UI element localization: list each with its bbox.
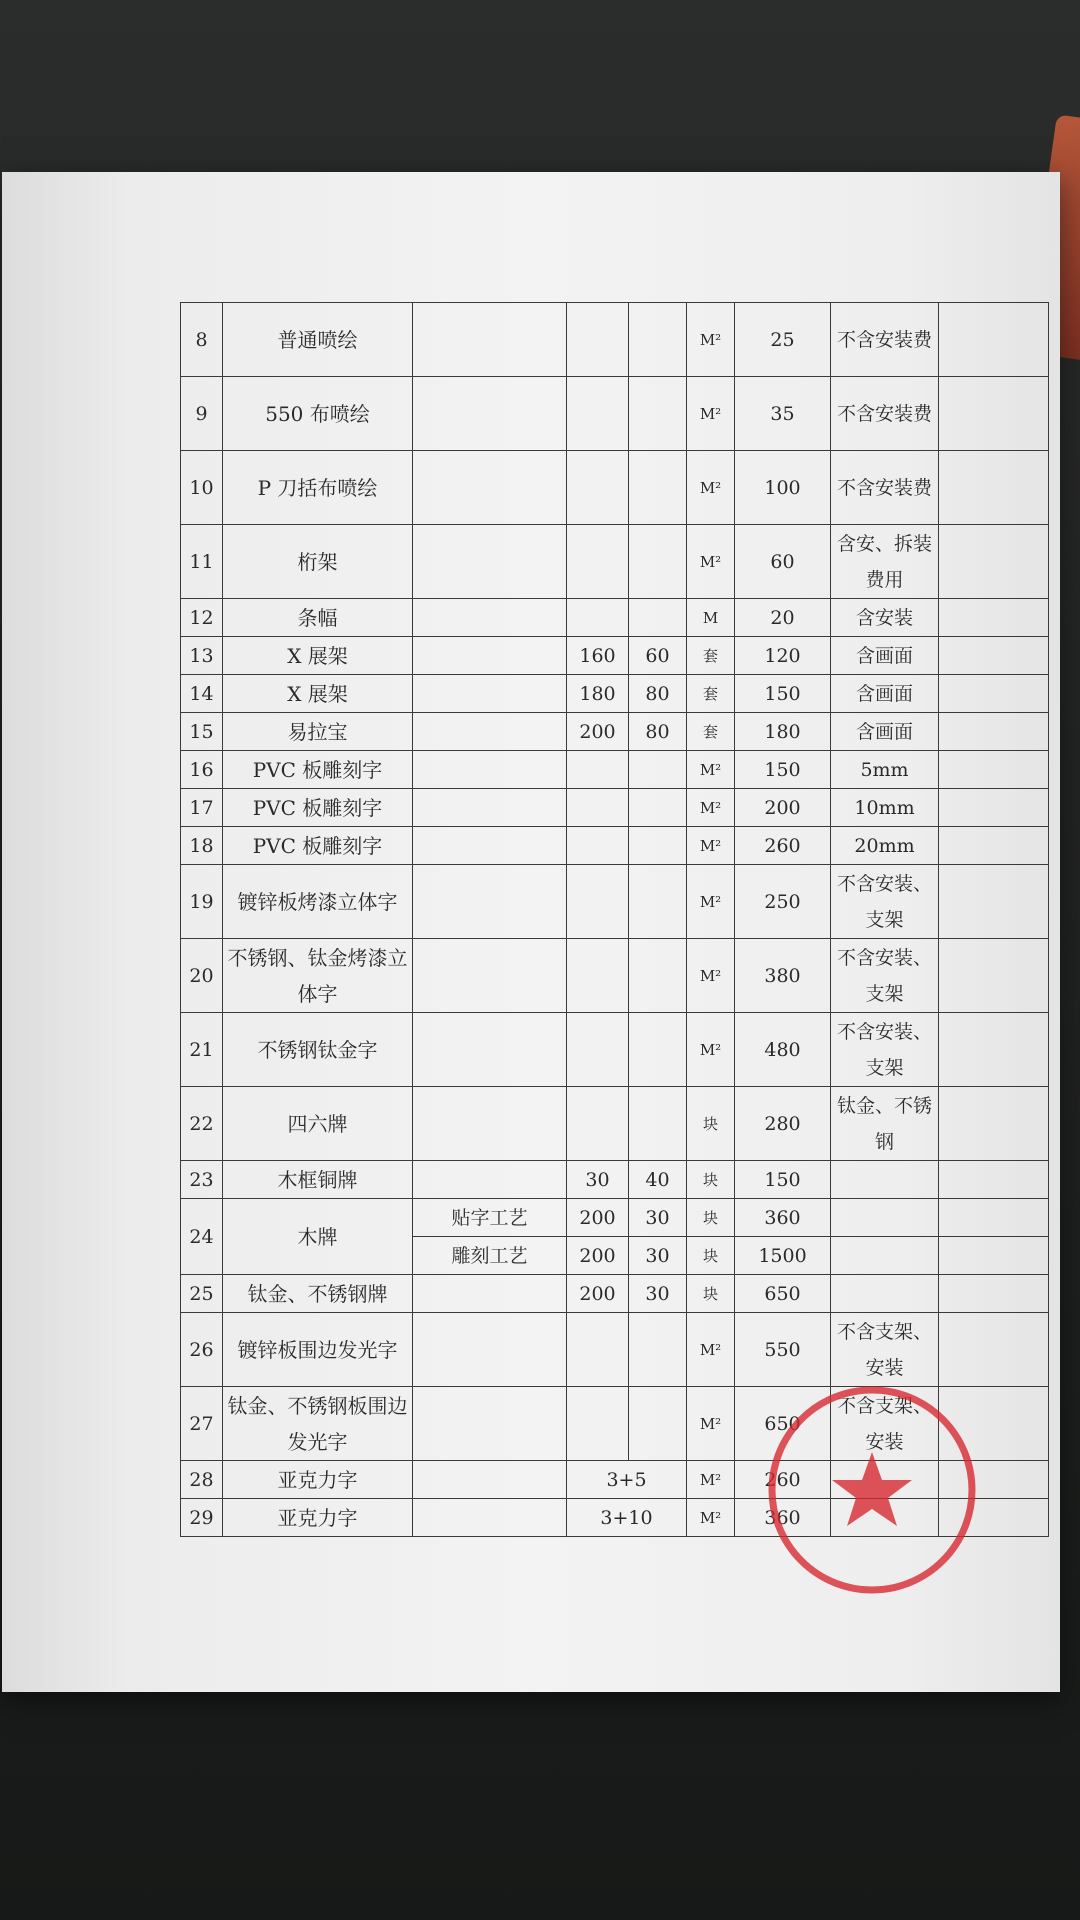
item-name: 镀锌板围边发光字 — [223, 1313, 413, 1387]
table-row — [181, 751, 1049, 789]
row-number: 8 — [181, 303, 223, 377]
item-name: X 展架 — [223, 637, 413, 675]
item-name: PVC 板雕刻字 — [223, 827, 413, 865]
item-price: 650 — [735, 1387, 831, 1461]
item-unit: 块 — [687, 1161, 735, 1199]
item-price: 150 — [735, 675, 831, 713]
item-remark: 不含安装、支架 — [831, 865, 939, 939]
item-remark: 含画面 — [831, 713, 939, 751]
table-row — [181, 303, 1049, 377]
item-subtype: 贴字工艺 — [413, 1199, 567, 1237]
item-remark: 含安装 — [831, 599, 939, 637]
item-width — [567, 827, 629, 865]
item-height — [629, 865, 687, 939]
item-price: 150 — [735, 1161, 831, 1199]
item-price: 20 — [735, 599, 831, 637]
row-number: 9 — [181, 377, 223, 451]
item-subtype — [413, 789, 567, 827]
row-number: 15 — [181, 713, 223, 751]
item-height: 80 — [629, 675, 687, 713]
price-table — [180, 302, 1049, 1537]
item-subtype — [413, 637, 567, 675]
item-remark: 10mm — [831, 789, 939, 827]
item-width: 200 — [567, 1199, 629, 1237]
item-extra — [939, 1199, 1049, 1237]
item-remark: 含画面 — [831, 675, 939, 713]
item-width: 200 — [567, 1237, 629, 1275]
item-unit: M² — [687, 1461, 735, 1499]
item-subtype — [413, 1161, 567, 1199]
row-number: 26 — [181, 1313, 223, 1387]
row-number: 22 — [181, 1087, 223, 1161]
item-remark: 不含支架、安装 — [831, 1313, 939, 1387]
item-remark: 不含安装费 — [831, 303, 939, 377]
item-height — [629, 599, 687, 637]
item-extra — [939, 1237, 1049, 1275]
table-row — [181, 827, 1049, 865]
item-width — [567, 1087, 629, 1161]
row-number: 19 — [181, 865, 223, 939]
table-row — [181, 789, 1049, 827]
item-price: 650 — [735, 1275, 831, 1313]
item-subtype — [413, 303, 567, 377]
item-name: 不锈钢钛金字 — [223, 1013, 413, 1087]
item-unit: M² — [687, 1499, 735, 1537]
item-height: 30 — [629, 1237, 687, 1275]
table-row — [181, 675, 1049, 713]
item-extra — [939, 713, 1049, 751]
item-height: 30 — [629, 1275, 687, 1313]
item-height — [629, 789, 687, 827]
row-number: 24 — [181, 1199, 223, 1275]
item-subtype — [413, 713, 567, 751]
table-row — [181, 1199, 1049, 1237]
item-unit: 块 — [687, 1087, 735, 1161]
item-height — [629, 827, 687, 865]
item-subtype — [413, 865, 567, 939]
item-unit: M² — [687, 789, 735, 827]
table-row — [181, 1087, 1049, 1161]
item-subtype — [413, 827, 567, 865]
item-subtype — [413, 599, 567, 637]
item-remark — [831, 1275, 939, 1313]
item-width — [567, 751, 629, 789]
item-height: 60 — [629, 637, 687, 675]
item-name: 钛金、不锈钢牌 — [223, 1275, 413, 1313]
item-remark: 不含安装、支架 — [831, 1013, 939, 1087]
item-name: P 刀括布喷绘 — [223, 451, 413, 525]
item-extra — [939, 303, 1049, 377]
item-price: 360 — [735, 1499, 831, 1537]
row-number: 13 — [181, 637, 223, 675]
item-price: 25 — [735, 303, 831, 377]
item-spec: 3+5 — [567, 1461, 687, 1499]
item-price: 100 — [735, 451, 831, 525]
item-extra — [939, 827, 1049, 865]
item-subtype — [413, 525, 567, 599]
row-number: 27 — [181, 1387, 223, 1461]
item-remark: 不含安装费 — [831, 451, 939, 525]
item-unit: M² — [687, 1313, 735, 1387]
item-extra — [939, 1013, 1049, 1087]
table-row — [181, 377, 1049, 451]
item-subtype — [413, 1275, 567, 1313]
item-name: 不锈钢、钛金烤漆立体字 — [223, 939, 413, 1013]
row-number: 12 — [181, 599, 223, 637]
item-subtype: 雕刻工艺 — [413, 1237, 567, 1275]
item-name: 桁架 — [223, 525, 413, 599]
item-price: 480 — [735, 1013, 831, 1087]
item-extra — [939, 1313, 1049, 1387]
item-price: 200 — [735, 789, 831, 827]
row-number: 21 — [181, 1013, 223, 1087]
item-width — [567, 451, 629, 525]
item-subtype — [413, 451, 567, 525]
item-remark: 含安、拆装费用 — [831, 525, 939, 599]
company-seal-stamp — [762, 1380, 982, 1600]
item-extra — [939, 637, 1049, 675]
table-row — [181, 637, 1049, 675]
item-price: 260 — [735, 827, 831, 865]
item-unit: 套 — [687, 675, 735, 713]
item-extra — [939, 1087, 1049, 1161]
item-subtype — [413, 675, 567, 713]
item-subtype — [413, 751, 567, 789]
item-subtype — [413, 1499, 567, 1537]
table-row — [181, 1013, 1049, 1087]
item-remark: 不含支架、安装 — [831, 1387, 939, 1461]
row-number: 23 — [181, 1161, 223, 1199]
item-price: 250 — [735, 865, 831, 939]
item-extra — [939, 377, 1049, 451]
item-unit: 套 — [687, 637, 735, 675]
item-unit: M² — [687, 451, 735, 525]
item-unit: M — [687, 599, 735, 637]
table-row — [181, 865, 1049, 939]
item-width: 180 — [567, 675, 629, 713]
table-row — [181, 525, 1049, 599]
item-height — [629, 1013, 687, 1087]
item-extra — [939, 525, 1049, 599]
item-unit: M² — [687, 1013, 735, 1087]
item-extra — [939, 751, 1049, 789]
item-unit: M² — [687, 751, 735, 789]
item-price: 550 — [735, 1313, 831, 1387]
item-subtype — [413, 1387, 567, 1461]
row-number: 18 — [181, 827, 223, 865]
item-width: 200 — [567, 713, 629, 751]
item-height — [629, 1087, 687, 1161]
item-unit: M² — [687, 525, 735, 599]
item-price: 60 — [735, 525, 831, 599]
item-name: 镀锌板烤漆立体字 — [223, 865, 413, 939]
item-subtype — [413, 377, 567, 451]
item-name: PVC 板雕刻字 — [223, 789, 413, 827]
item-name: 550 布喷绘 — [223, 377, 413, 451]
item-subtype — [413, 1313, 567, 1387]
item-extra — [939, 599, 1049, 637]
item-unit: M² — [687, 377, 735, 451]
item-unit: M² — [687, 939, 735, 1013]
item-subtype — [413, 1087, 567, 1161]
item-height: 40 — [629, 1161, 687, 1199]
item-name: 四六牌 — [223, 1087, 413, 1161]
item-width — [567, 789, 629, 827]
item-unit: 块 — [687, 1237, 735, 1275]
item-extra — [939, 939, 1049, 1013]
item-width: 30 — [567, 1161, 629, 1199]
item-remark: 钛金、不锈钢 — [831, 1087, 939, 1161]
item-unit: M² — [687, 1387, 735, 1461]
row-number: 16 — [181, 751, 223, 789]
item-width — [567, 377, 629, 451]
item-height: 30 — [629, 1199, 687, 1237]
row-number: 25 — [181, 1275, 223, 1313]
item-name: X 展架 — [223, 675, 413, 713]
item-width — [567, 865, 629, 939]
item-width: 200 — [567, 1275, 629, 1313]
item-height — [629, 303, 687, 377]
table-row — [181, 1313, 1049, 1387]
row-number: 14 — [181, 675, 223, 713]
item-width: 160 — [567, 637, 629, 675]
table-row — [181, 1161, 1049, 1199]
item-name: 木框铜牌 — [223, 1161, 413, 1199]
item-remark: 不含安装、支架 — [831, 939, 939, 1013]
item-remark: 20mm — [831, 827, 939, 865]
item-remark: 含画面 — [831, 637, 939, 675]
item-name: 易拉宝 — [223, 713, 413, 751]
row-number: 17 — [181, 789, 223, 827]
row-number: 20 — [181, 939, 223, 1013]
table-row — [181, 939, 1049, 1013]
item-remark: 5mm — [831, 751, 939, 789]
item-price: 1500 — [735, 1237, 831, 1275]
item-remark: 不含安装费 — [831, 377, 939, 451]
item-unit: 块 — [687, 1275, 735, 1313]
item-remark — [831, 1161, 939, 1199]
item-height — [629, 377, 687, 451]
item-width — [567, 1387, 629, 1461]
item-price: 35 — [735, 377, 831, 451]
item-name: 普通喷绘 — [223, 303, 413, 377]
item-extra — [939, 1161, 1049, 1199]
item-width — [567, 303, 629, 377]
item-price: 260 — [735, 1461, 831, 1499]
item-height: 80 — [629, 713, 687, 751]
table-row — [181, 599, 1049, 637]
item-name: 亚克力字 — [223, 1499, 413, 1537]
item-remark — [831, 1237, 939, 1275]
row-number: 29 — [181, 1499, 223, 1537]
item-extra — [939, 451, 1049, 525]
row-number: 11 — [181, 525, 223, 599]
item-spec: 3+10 — [567, 1499, 687, 1537]
table-row — [181, 713, 1049, 751]
item-price: 360 — [735, 1199, 831, 1237]
item-extra — [939, 675, 1049, 713]
item-subtype — [413, 1013, 567, 1087]
item-price: 120 — [735, 637, 831, 675]
item-extra — [939, 865, 1049, 939]
item-height — [629, 525, 687, 599]
item-unit: M² — [687, 827, 735, 865]
item-unit: M² — [687, 865, 735, 939]
table-row — [181, 1275, 1049, 1313]
item-extra — [939, 1275, 1049, 1313]
item-width — [567, 525, 629, 599]
item-price: 280 — [735, 1087, 831, 1161]
row-number: 28 — [181, 1461, 223, 1499]
item-height — [629, 751, 687, 789]
item-price: 150 — [735, 751, 831, 789]
item-name: 条幅 — [223, 599, 413, 637]
item-height — [629, 451, 687, 525]
table-row — [181, 451, 1049, 525]
item-unit: M² — [687, 303, 735, 377]
item-height — [629, 1387, 687, 1461]
item-width — [567, 1313, 629, 1387]
item-subtype — [413, 1461, 567, 1499]
item-name: 钛金、不锈钢板围边发光字 — [223, 1387, 413, 1461]
item-unit: 套 — [687, 713, 735, 751]
item-width — [567, 939, 629, 1013]
item-name: 木牌 — [223, 1199, 413, 1275]
row-number: 10 — [181, 451, 223, 525]
item-height — [629, 1313, 687, 1387]
item-price: 180 — [735, 713, 831, 751]
item-price: 380 — [735, 939, 831, 1013]
item-name: PVC 板雕刻字 — [223, 751, 413, 789]
item-name: 亚克力字 — [223, 1461, 413, 1499]
item-unit: 块 — [687, 1199, 735, 1237]
item-width — [567, 1013, 629, 1087]
item-width — [567, 599, 629, 637]
item-remark — [831, 1199, 939, 1237]
item-extra — [939, 789, 1049, 827]
item-subtype — [413, 939, 567, 1013]
item-height — [629, 939, 687, 1013]
